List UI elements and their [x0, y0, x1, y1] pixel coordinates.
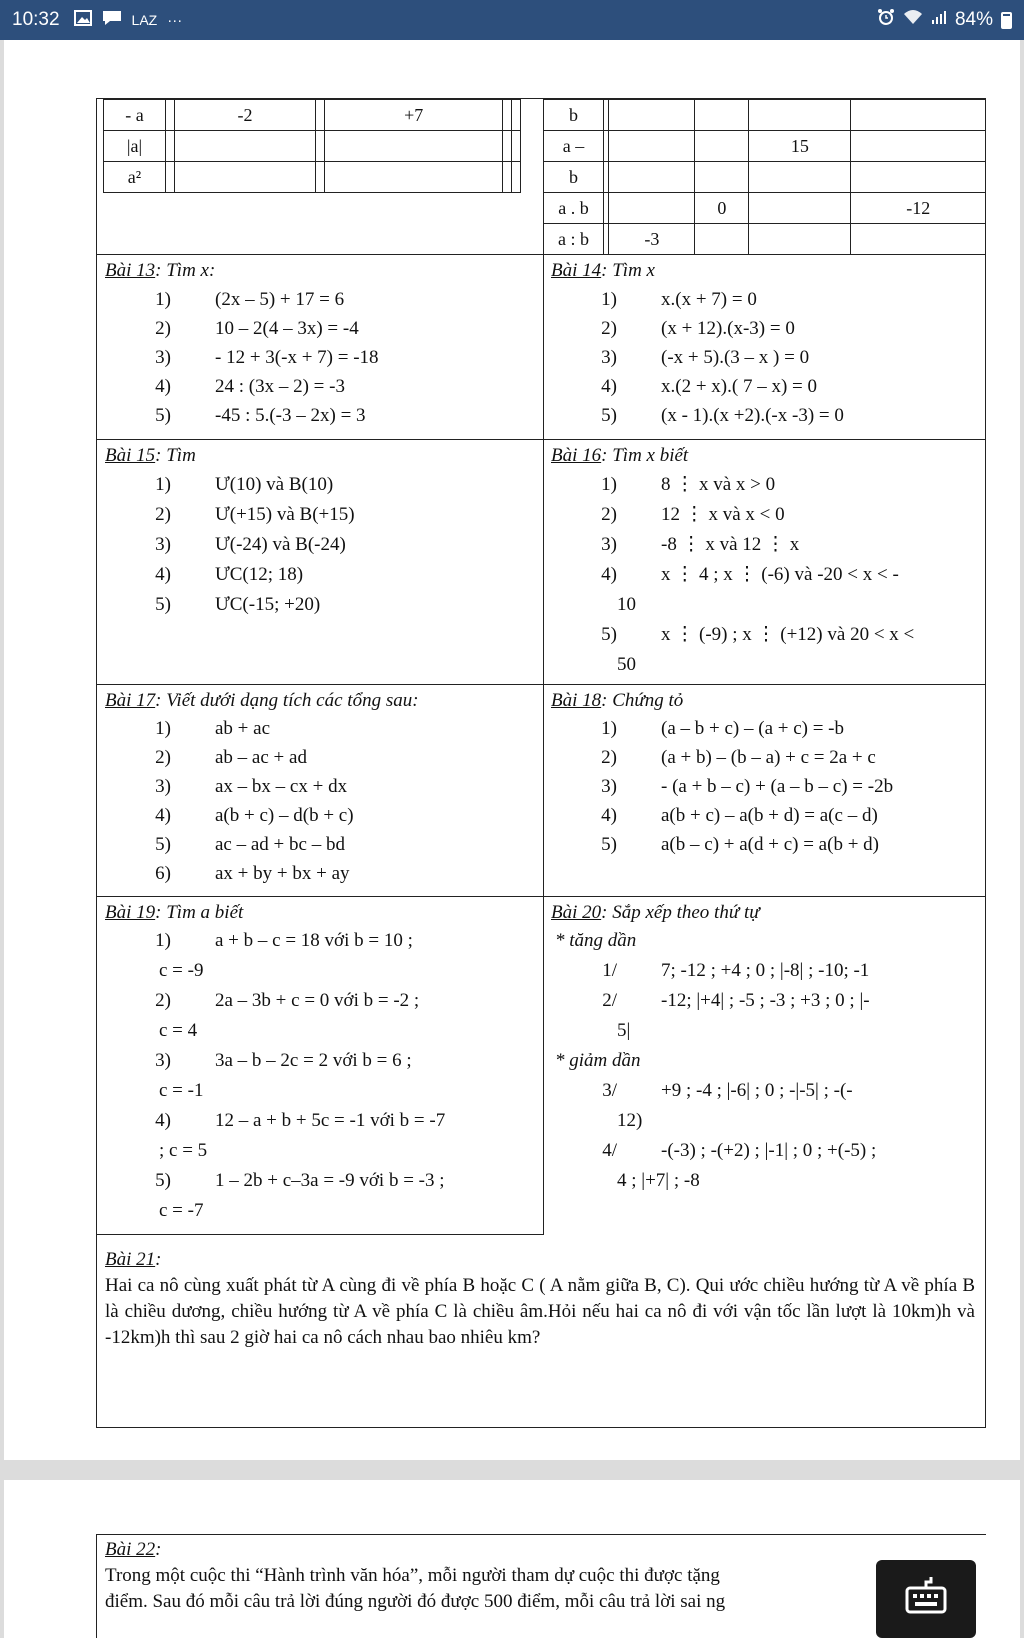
table-cell: a . b: [544, 193, 604, 224]
exercise-15: [97, 441, 543, 684]
list-item: [551, 403, 844, 429]
exercise-instruction: : Tìm x: [601, 260, 655, 281]
list-item: [551, 502, 785, 528]
item-number: 1): [601, 718, 617, 739]
table-cell: 15: [749, 131, 851, 162]
table-cell: - a: [104, 100, 166, 131]
item-expression: 2a – 3b + c = 0 với b = -2 ;: [215, 990, 420, 1011]
item-number: 4): [601, 376, 617, 397]
item-number: 1): [155, 474, 171, 495]
exercise-13: [97, 256, 543, 439]
document-page-1: [4, 40, 1020, 1460]
item-number: 3): [601, 347, 617, 368]
exercise-18-heading: [551, 688, 683, 714]
list-item: [105, 774, 347, 800]
list-item: [105, 592, 320, 618]
exercise-title: Bài 13: [105, 260, 156, 281]
list-item-wrap: 50: [617, 654, 636, 675]
item-expression: (-x + 5).(3 – x ) = 0: [661, 347, 810, 368]
item-number: 4): [155, 376, 171, 397]
item-expression: x ⋮ 4 ; x ⋮ (-6) và -20 < x < -: [661, 564, 899, 585]
exercise-18: [543, 686, 987, 896]
item-number: 5): [601, 624, 617, 645]
lazada-icon: LAZ: [131, 12, 158, 28]
table-cell: [316, 162, 325, 193]
subheading-increasing: * tăng dần: [555, 930, 637, 951]
item-expression: -(-3) ; -(+2) ; |-1| ; 0 ; +(-5) ;: [661, 1140, 877, 1161]
item-number: 2/: [602, 990, 617, 1011]
exercise-title: Bài 14: [551, 260, 602, 281]
table-cell: b: [544, 100, 604, 131]
list-item: [551, 832, 879, 858]
table-cell: 0: [695, 193, 749, 224]
item-number: 5): [601, 834, 617, 855]
item-number: 1/: [602, 960, 617, 981]
item-expression: (x - 1).(x +2).(-x -3) = 0: [661, 405, 844, 426]
exercise-instruction: : Tìm a biết: [155, 902, 244, 923]
table-row: [544, 100, 986, 131]
signal-icon: [931, 9, 947, 31]
row-divider: [97, 1234, 544, 1235]
item-expression: ab + ac: [215, 718, 271, 739]
table-cell: -2: [174, 100, 315, 131]
more-icon: ···: [167, 11, 183, 29]
exercise-22: [105, 1537, 865, 1616]
exercise-15-heading: [105, 443, 196, 469]
item-expression: ax – bx – cx + dx: [215, 776, 348, 797]
table-cell: [174, 131, 315, 162]
list-item: [105, 403, 366, 429]
list-item: [551, 774, 893, 800]
item-number: 3): [155, 1050, 171, 1071]
table-cell: [174, 162, 315, 193]
table-cell: [503, 131, 512, 162]
list-item: [551, 345, 809, 371]
exercise-21-heading: [105, 1247, 975, 1273]
list-item: [105, 287, 344, 313]
item-expression: (a – b + c) – (a + c) = -b: [661, 718, 845, 739]
item-expression: +9 ; -4 ; |-6| ; 0 ; -|-5| ; -(-: [661, 1080, 853, 1101]
list-item: [551, 532, 799, 558]
item-number: 5): [155, 834, 171, 855]
list-item: [551, 374, 817, 400]
item-expression: 12 ⋮ x và x < 0: [661, 504, 785, 525]
table-cell: [695, 224, 749, 255]
item-expression: 12 – a + b + 5c = -1 với b = -7: [215, 1110, 446, 1131]
exercise-22-heading: [105, 1537, 865, 1563]
list-item: [551, 1138, 876, 1164]
exercise-title: Bài 21: [105, 1249, 156, 1270]
item-number: 1): [601, 289, 617, 310]
exercise-14-heading: [551, 258, 655, 284]
exercise-title: Bài 15: [105, 445, 156, 466]
item-expression-wrap: c = -7: [159, 1200, 204, 1221]
item-number: 2): [155, 504, 171, 525]
table-cell: [325, 162, 503, 193]
exercise-instruction: : Tìm: [155, 445, 196, 466]
item-expression: (a + b) – (b – a) + c = 2a + c: [661, 747, 876, 768]
table-cell: [512, 162, 521, 193]
item-number: 4): [601, 805, 617, 826]
item-number: 6): [155, 863, 171, 884]
exercise-table: [96, 98, 986, 1428]
table-row: [104, 162, 521, 193]
alarm-icon: [877, 8, 895, 32]
list-item: [105, 502, 355, 528]
list-item: [105, 1048, 412, 1074]
row-divider: [97, 896, 985, 897]
table-cell: [166, 131, 175, 162]
table-cell: -3: [609, 224, 695, 255]
exercise-20: [543, 898, 987, 1234]
table-cell: b: [544, 162, 604, 193]
exercise-instruction: : Tìm x biết: [601, 445, 689, 466]
item-expression: Ư(+15) và B(+15): [215, 504, 355, 525]
exercise-19-heading: [105, 900, 243, 926]
list-item: [105, 745, 307, 771]
wifi-icon: [903, 9, 923, 31]
item-number: 5): [155, 1170, 171, 1191]
exercise-colon: :: [155, 1249, 162, 1270]
table-cell: [609, 162, 695, 193]
item-number: 3): [155, 347, 171, 368]
exercise-16-heading: [551, 443, 688, 469]
item-number: 1): [601, 474, 617, 495]
item-number: 4): [155, 564, 171, 585]
list-item: [105, 716, 270, 742]
item-number: 3): [155, 534, 171, 555]
item-number: 5): [155, 594, 171, 615]
list-item: [105, 1108, 445, 1134]
item-number: 2): [155, 747, 171, 768]
table-cell: [749, 100, 851, 131]
exercise-14: [543, 256, 987, 439]
exercise-17-heading: [105, 688, 419, 714]
keyboard-icon: [903, 1574, 949, 1625]
item-expression-wrap: ; c = 5: [159, 1140, 208, 1161]
item-number: 1): [155, 718, 171, 739]
exercise-title: Bài 16: [551, 445, 602, 466]
list-item: [105, 374, 345, 400]
exercise-19: [97, 898, 543, 1234]
item-expression: Ư(10) và B(10): [215, 474, 334, 495]
item-number: 4): [155, 1110, 171, 1131]
item-expression: ƯC(12; 18): [215, 564, 304, 585]
table-cell: [166, 162, 175, 193]
table-cell: [749, 224, 851, 255]
chat-icon: [102, 10, 122, 30]
table-cell: [851, 224, 986, 255]
table-row: [104, 131, 521, 162]
table-cell: [851, 131, 986, 162]
item-expression: 3a – b – 2c = 2 với b = 6 ;: [215, 1050, 412, 1071]
list-item: [551, 472, 775, 498]
row-divider: [97, 254, 985, 255]
item-expression: a + b – c = 18 với b = 10 ;: [215, 930, 413, 951]
status-bar: [0, 0, 1024, 40]
keyboard-button[interactable]: [876, 1560, 976, 1638]
item-expression: ƯC(-15; +20): [215, 594, 321, 615]
list-item: [551, 745, 876, 771]
table-cell: [749, 193, 851, 224]
battery-percent: 84%: [954, 9, 993, 30]
table-cell: [503, 100, 512, 131]
item-expression: 8 ⋮ x và x > 0: [661, 474, 776, 495]
item-expression: x.(2 + x).( 7 – x) = 0: [661, 376, 817, 397]
list-item: [551, 803, 878, 829]
list-item-wrap: 10: [617, 594, 636, 615]
exercise-13-heading: [105, 258, 215, 284]
item-expression: ax + by + bx + ay: [215, 863, 350, 884]
table-cell: [609, 100, 695, 131]
exercise-instruction: : Viết dưới dạng tích các tổng sau:: [155, 690, 419, 711]
list-item: [105, 1168, 445, 1194]
table-row: [544, 224, 986, 255]
table-cell: a –: [544, 131, 604, 162]
table-cell: -12: [851, 193, 986, 224]
list-item: [551, 1078, 853, 1104]
item-expression: a(b + c) – a(b + d) = a(c – d): [661, 805, 878, 826]
list-item: [105, 803, 354, 829]
table-cell: [166, 100, 175, 131]
exercise-title: Bài 22: [105, 1539, 156, 1560]
exercise-instruction: : Sắp xếp theo thứ tự: [601, 902, 760, 923]
item-expression: - (a + b – c) + (a – b – c) = -2b: [661, 776, 894, 797]
list-item: [105, 562, 303, 588]
table-cell: [503, 162, 512, 193]
item-number: 3): [601, 534, 617, 555]
exercise-text: Hai ca nô cùng xuất phát từ A cùng đi về phía B hoặc C ( A nằm giữa B, C). Qui ước chiều hướng từ A về phía B là chiều dương, chiều hướng từ A về phía C là chiều âm.Hỏi nếu hai ca nô đi với vận tốc lần lượt là 10km)h và -12km)h thì sau 2 giờ hai ca nô cách nhau bao nhiêu km?: [105, 1274, 975, 1349]
exercise-16: [543, 441, 987, 684]
exercise-21: [105, 1247, 975, 1351]
list-item: [105, 861, 350, 887]
list-item: [551, 287, 757, 313]
exercise-text: Trong một cuộc thi “Hành trình văn hóa”, mỗi người tham dự cuộc thi được tặng: [105, 1564, 720, 1586]
item-expression: x ⋮ (-9) ; x ⋮ (+12) và 20 < x <: [661, 624, 915, 645]
item-expression-wrap: 12): [617, 1110, 643, 1131]
list-item: [551, 562, 899, 588]
list-item: [105, 928, 413, 954]
item-expression: -45 : 5.(-3 – 2x) = 3: [215, 405, 366, 426]
item-number: 5): [601, 405, 617, 426]
table-cell: a²: [104, 162, 166, 193]
exercise-instruction: : Chứng tỏ: [601, 690, 684, 711]
item-expression: 1 – 2b + c–3a = -9 với b = -3 ;: [215, 1170, 445, 1191]
item-number: 3): [155, 776, 171, 797]
exercise-title: Bài 17: [105, 690, 156, 711]
item-number: 1): [155, 930, 171, 951]
item-number: 3/: [602, 1080, 617, 1101]
item-number: 2): [601, 318, 617, 339]
battery-icon: [1001, 12, 1012, 29]
table-row: [544, 162, 986, 193]
list-item: [105, 316, 359, 342]
list-item: [551, 622, 914, 648]
item-expression: Ư(-24) và B(-24): [215, 534, 346, 555]
table-row: [104, 100, 521, 131]
item-expression: -12; |+4| ; -5 ; -3 ; +3 ; 0 ; |-: [661, 990, 870, 1011]
item-number: 2): [155, 990, 171, 1011]
table-cell: [512, 100, 521, 131]
exercise-instruction: : Tìm x:: [155, 260, 216, 281]
item-number: 2): [601, 747, 617, 768]
row-divider: [97, 439, 985, 440]
row-divider: [97, 684, 985, 685]
item-number: 3): [601, 776, 617, 797]
exercise-title: Bài 20: [551, 902, 602, 923]
exercise-box: [96, 1534, 986, 1638]
item-expression: -8 ⋮ x và 12 ⋮ x: [661, 534, 800, 555]
item-number: 5): [155, 405, 171, 426]
list-item: [551, 958, 869, 984]
table-cell: a : b: [544, 224, 604, 255]
item-expression-wrap: c = -1: [159, 1080, 204, 1101]
list-item: [551, 988, 870, 1014]
item-expression: 24 : (3x – 2) = -3: [215, 376, 345, 397]
item-expression-wrap: 4 ; |+7| ; -8: [617, 1170, 700, 1191]
item-expression: ac – ad + bc – bd: [215, 834, 345, 855]
exercise-title: Bài 19: [105, 902, 156, 923]
table-cell: +7: [325, 100, 503, 131]
exercise-title: Bài 18: [551, 690, 602, 711]
list-item: [105, 345, 379, 371]
item-expression: a(b – c) + a(d + c) = a(b + d): [661, 834, 879, 855]
item-number: 1): [155, 289, 171, 310]
clock: 10:32: [12, 9, 60, 30]
table-a-values: [103, 99, 521, 193]
item-number: 4/: [602, 1140, 617, 1161]
table-row: [544, 131, 986, 162]
list-item: [551, 716, 844, 742]
item-expression-wrap: c = -9: [159, 960, 204, 981]
table-cell: [609, 193, 695, 224]
item-expression-wrap: c = 4: [159, 1020, 198, 1041]
table-b-values: [543, 99, 986, 255]
table-cell: [316, 100, 325, 131]
subheading-decreasing: * giảm dần: [555, 1050, 641, 1071]
table-cell: [695, 100, 749, 131]
item-expression: (2x – 5) + 17 = 6: [215, 289, 345, 310]
item-expression: 7; -12 ; +4 ; 0 ; |-8| ; -10; -1: [661, 960, 870, 981]
table-cell: [512, 131, 521, 162]
item-expression: (x + 12).(x-3) = 0: [661, 318, 795, 339]
exercise-20-heading: [551, 900, 760, 926]
exercise-text-line2: điểm. Sau đó mỗi câu trả lời đúng người đó được 500 điểm, mỗi câu trả lời sai ng: [105, 1591, 726, 1613]
list-item: [105, 832, 345, 858]
list-item: [105, 532, 346, 558]
item-expression: x.(x + 7) = 0: [661, 289, 757, 310]
list-item: [105, 472, 333, 498]
list-item: [551, 316, 795, 342]
table-cell: [316, 131, 325, 162]
item-number: 2): [601, 504, 617, 525]
table-cell: [695, 131, 749, 162]
item-number: 4): [601, 564, 617, 585]
table-cell: [695, 162, 749, 193]
item-number: 2): [155, 318, 171, 339]
item-expression: a(b + c) – d(b + c): [215, 805, 354, 826]
table-cell: [851, 162, 986, 193]
table-cell: |a|: [104, 131, 166, 162]
item-number: 4): [155, 805, 171, 826]
table-cell: [749, 162, 851, 193]
exercise-17: [97, 686, 543, 896]
item-expression: - 12 + 3(-x + 7) = -18: [215, 347, 379, 368]
item-expression: 10 – 2(4 – 3x) = -4: [215, 318, 359, 339]
list-item: [105, 988, 419, 1014]
item-expression-wrap: 5|: [617, 1020, 631, 1041]
table-cell: [325, 131, 503, 162]
image-icon: [74, 10, 92, 30]
table-cell: [851, 100, 986, 131]
item-expression: ab – ac + ad: [215, 747, 307, 768]
exercise-colon: :: [155, 1539, 162, 1560]
table-cell: [609, 131, 695, 162]
table-row: [544, 193, 986, 224]
document-page-2: [4, 1480, 1020, 1638]
